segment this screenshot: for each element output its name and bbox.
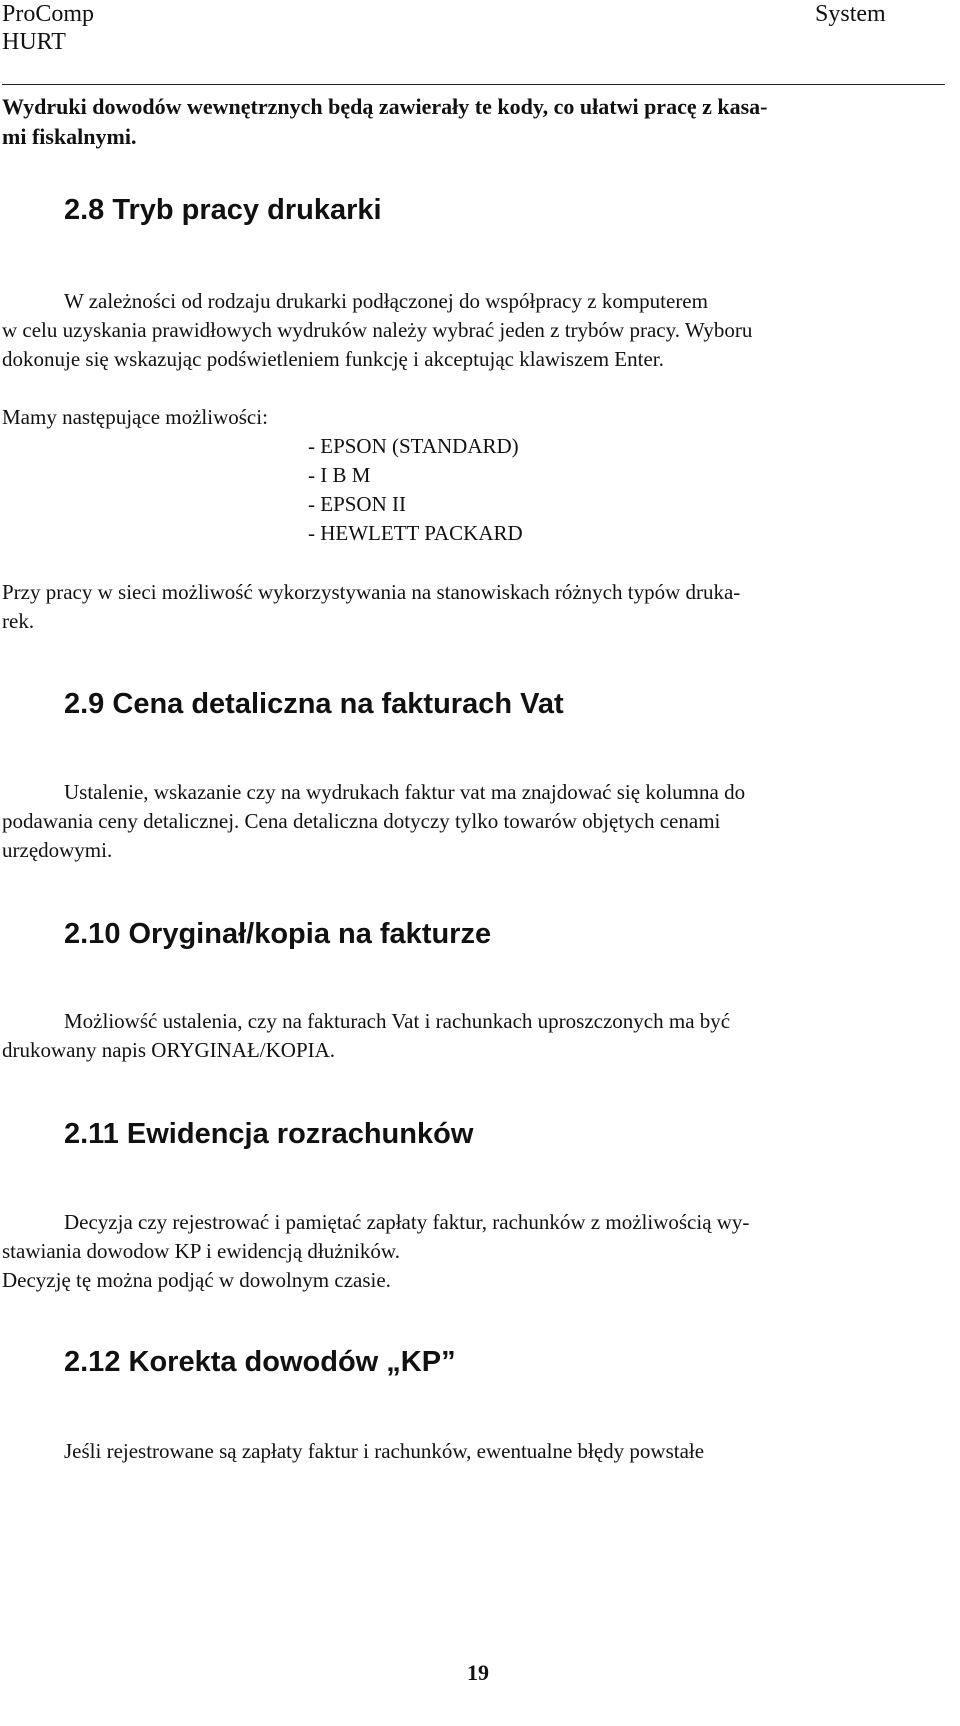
option-item: - HEWLETT PACKARD (308, 521, 523, 545)
header-company: ProComp (2, 1, 95, 27)
heading-2-10: 2.10 Oryginał/kopia na fakturze (64, 918, 492, 950)
sec28-p2-line-1: Przy pracy w sieci możliwość wykorzystywania na stanowiskach różnych typów druka- (2, 580, 741, 604)
intro-line-2: mi fiskalnymi. (2, 124, 137, 149)
heading-2-8: 2.8 Tryb pracy drukarki (64, 194, 382, 226)
sec28-p1-line-2: w celu uzyskania prawidłowych wydruków należy wybrać jeden z trybów pracy. Wyboru (2, 318, 753, 342)
sec211-line-2: stawiania dowodow KP i ewidencją dłużników. (2, 1239, 400, 1263)
sec28-p1-line-3: dokonuje się wskazując podświetleniem funkcję i akceptując klawiszem Enter. (2, 347, 664, 371)
sec211-line-3: Decyzję tę można podjąć w dowolnym czasie. (2, 1268, 391, 1292)
option-item: - EPSON (STANDARD) (308, 434, 519, 458)
sec28-p1-line-1: W zależności od rodzaju drukarki podłączonej do współpracy z komputerem (64, 289, 708, 313)
page-number: 19 (467, 1660, 489, 1685)
header-rule (2, 84, 945, 85)
sec29-line-2: podawania ceny detalicznej. Cena detaliczna dotyczy tylko towarów objętych cenami (2, 809, 721, 833)
sec29-line-3: urzędowymi. (2, 838, 113, 862)
option-item: - EPSON II (308, 492, 406, 516)
heading-2-12: 2.12 Korekta dowodów „KP” (64, 1346, 456, 1378)
sec211-line-1: Decyzja czy rejestrować i pamiętać zapłaty faktur, rachunków z możliwością wy- (64, 1210, 750, 1234)
options-intro: Mamy następujące możliwości: (2, 405, 268, 429)
sec29-line-1: Ustalenie, wskazanie czy na wydrukach faktur vat ma znajdować się kolumna do (64, 780, 746, 804)
sec210-line-2: drukowany napis ORYGINAŁ/KOPIA. (2, 1038, 336, 1062)
sec212-line-1: Jeśli rejestrowane są zapłaty faktur i rachunków, ewentualne błędy powstałe (64, 1439, 705, 1463)
heading-2-9: 2.9 Cena detaliczna na fakturach Vat (64, 688, 564, 720)
sec28-p2-line-2: rek. (2, 609, 35, 633)
intro-line-1: Wydruki dowodów wewnętrznych będą zawierały te kody, co ułatwi pracę z kasa- (2, 94, 768, 119)
heading-2-11: 2.11 Ewidencja rozrachunków (64, 1118, 474, 1150)
sec210-line-1: Możliowść ustalenia, czy na fakturach Vat i rachunkach uproszczonych ma być (64, 1009, 731, 1033)
header-company-line2: HURT (2, 29, 66, 55)
option-item: - I B M (308, 463, 371, 487)
header-system: System (815, 1, 886, 27)
